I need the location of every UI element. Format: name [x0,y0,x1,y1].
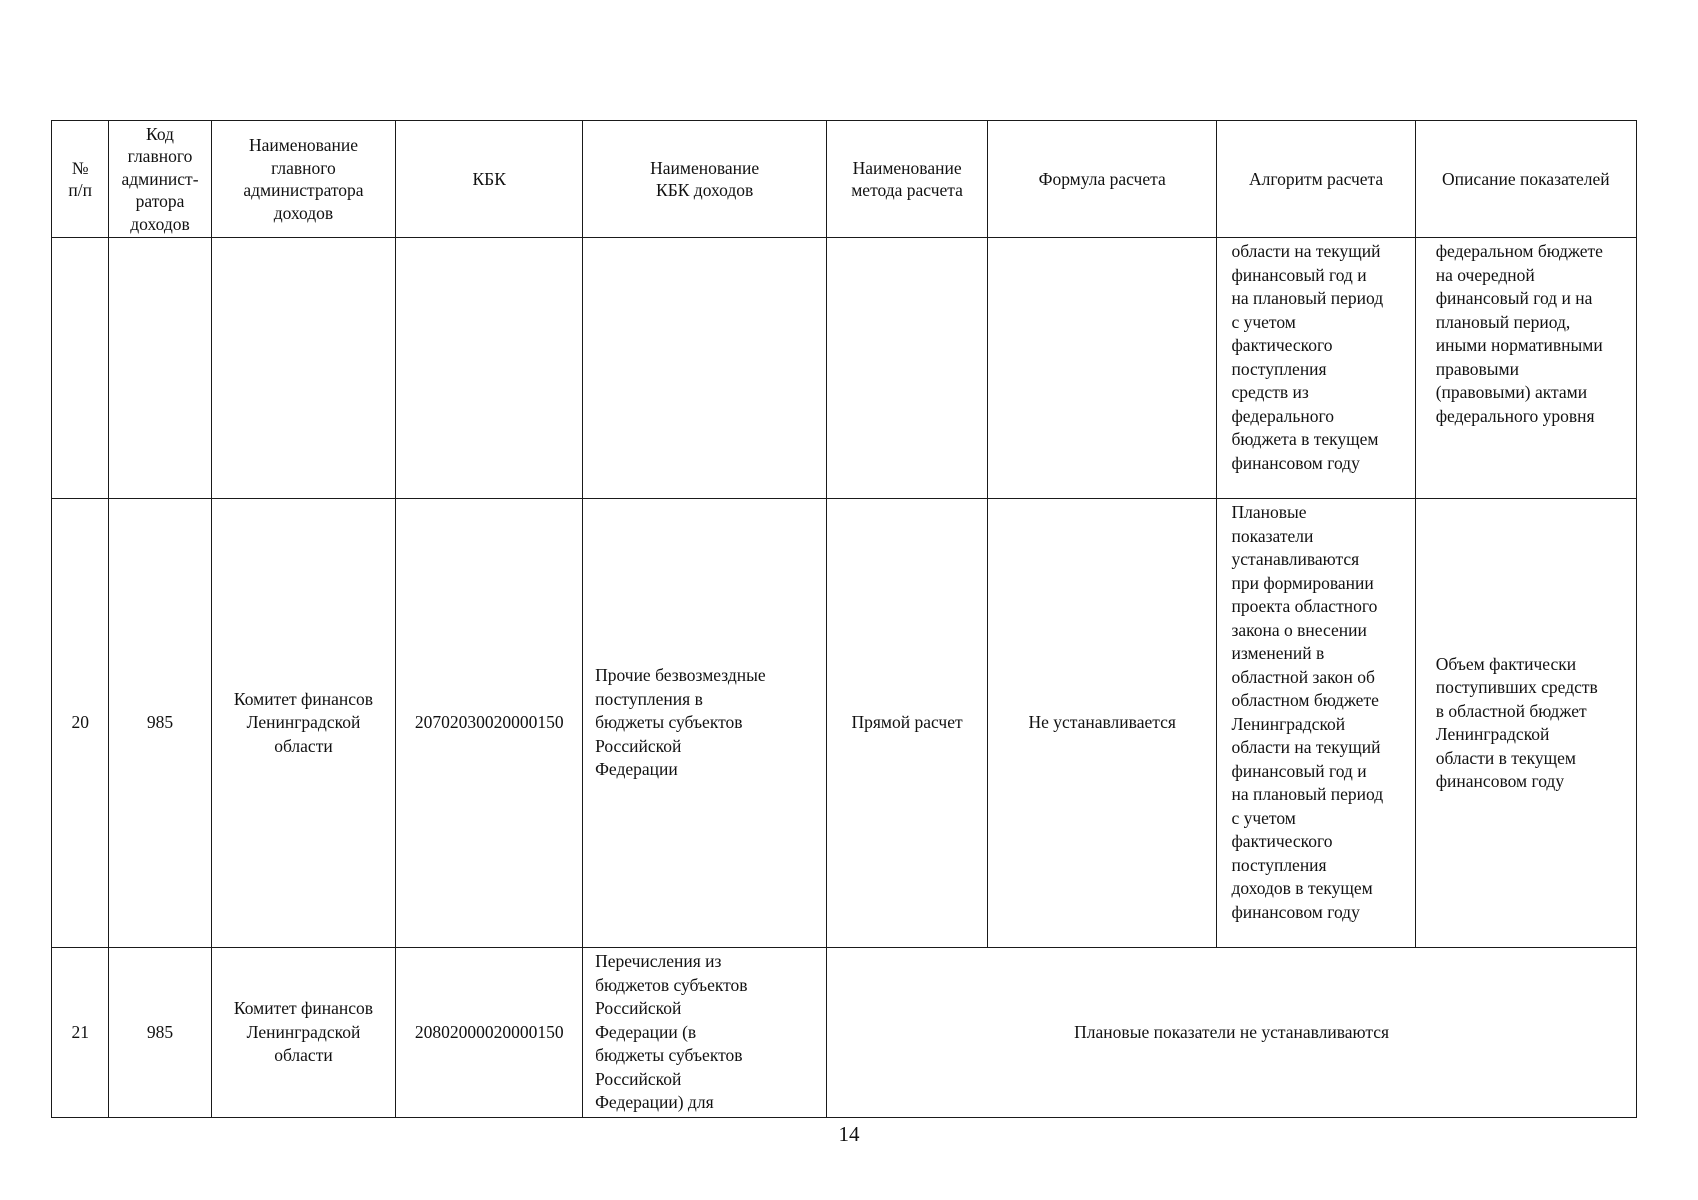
cell-kbk-name: Прочие безвозмездные поступления в бюджеты субъектов Российской Федерации [583,499,827,948]
cell-admin-code: 985 [109,948,211,1118]
cell-admin-code [109,238,211,499]
cell-algorithm: области на текущий финансовый год и на плановый период с учетом фактического поступления средств из федерального бюджета в текущем финансовом году [1217,238,1415,499]
cell-row-number [52,238,109,499]
cell-kbk-name [583,238,827,499]
header-row-number: № п/п [52,121,109,238]
cell-row-number: 20 [52,499,109,948]
cell-row-number: 21 [52,948,109,1118]
header-kbk-name: Наименование КБК доходов [583,121,827,238]
cell-kbk-name: Перечисления из бюджетов субъектов Российской Федерации (в бюджеты субъектов Российской Федерации) для [583,948,827,1118]
cell-kbk: 20702030020000150 [396,499,583,948]
header-description: Описание показателей [1415,121,1636,238]
cell-kbk [396,238,583,499]
cell-description: Объем фактически поступивших средств в областной бюджет Ленинградской области в текущем финансовом году [1415,499,1636,948]
header-algorithm: Алгоритм расчета [1217,121,1415,238]
table-row [52,499,1637,948]
header-kbk: КБК [396,121,583,238]
cell-description: федеральном бюджете на очередной финансовый год и на плановый период, иными нормативными правовыми (правовыми) актами федерального уровня [1415,238,1636,499]
header-method-name: Наименование метода расчета [827,121,988,238]
header-formula: Формула расчета [987,121,1217,238]
cell-admin-name [211,238,396,499]
revenue-methods-table [51,120,1637,1118]
cell-method-name: Прямой расчет [827,499,988,948]
table-row [52,948,1637,1118]
table-row [52,238,1637,499]
table-header-row [52,121,1637,238]
header-admin-name: Наименование главного администратора доходов [211,121,396,238]
page-number: 14 [838,1122,860,1146]
cell-merged-note: Плановые показатели не устанавливаются [827,948,1637,1118]
cell-formula [987,238,1217,499]
header-admin-code: Код главного админист- ратора доходов [109,121,211,238]
cell-admin-code: 985 [109,499,211,948]
cell-kbk: 20802000020000150 [396,948,583,1118]
cell-admin-name: Комитет финансов Ленинградской области [211,499,396,948]
cell-algorithm: Плановые показатели устанавливаются при формировании проекта областного закона о внесении изменений в областной закон об областном бюджете Ленинградской области на текущий финансовый год и на плановый период с учетом фактического поступления доходов в текущем финансовом году [1217,499,1415,948]
cell-method-name [827,238,988,499]
cell-formula: Не устанавливается [987,499,1217,948]
cell-admin-name: Комитет финансов Ленинградской области [211,948,396,1118]
